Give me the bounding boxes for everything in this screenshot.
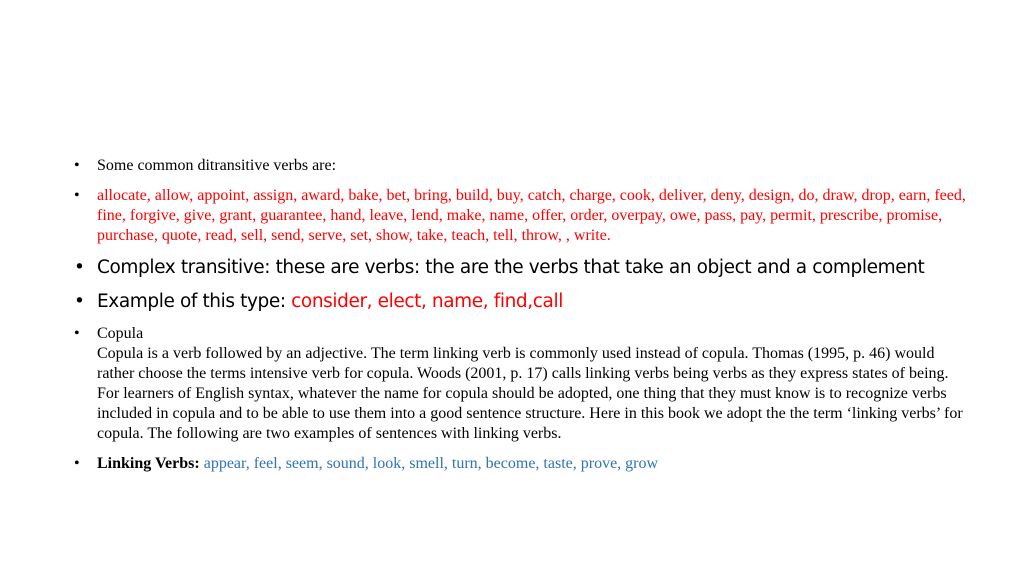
copula-heading: Copula xyxy=(97,325,144,342)
bullet-example xyxy=(72,290,972,314)
bullet-ditransitive-intro xyxy=(72,156,972,176)
bullet-dot: • xyxy=(74,157,80,174)
bullet-dot: • xyxy=(74,455,80,472)
bullet-list xyxy=(72,156,972,474)
example-label: Example of this type: xyxy=(97,291,292,312)
linking-verbs-list: appear, feel, seem, sound, look, smell, turn, become, taste, prove, grow xyxy=(199,455,659,472)
bullet-complex-transitive xyxy=(72,256,972,280)
complex-transitive-text: Complex transitive: these are verbs: the are the verbs that take an object and a complement xyxy=(97,257,925,278)
bullet-dot: • xyxy=(74,257,85,278)
copula-body: Copula is a verb followed by an adjective. The term linking verb is commonly used instead of copula. Thomas (1995, p. 46) would rather choose the terms intensive verb for copula. Woods (2001, p. 17) calls linking verbs being verbs as they express states of being. For learners of English syntax, whatever the name for copula should be adopted, one thing that they must know is to recognize verbs included in copula and to be able to use them into a good sentence structure. Here in this book we adopt the the term ‘linking verbs’ for copula. The following are two examples of sentences with linking verbs. xyxy=(97,345,963,442)
bullet-ditransitive-list xyxy=(72,186,972,246)
bullet-linking-verbs xyxy=(72,454,972,474)
example-verbs: consider, elect, name, find,call xyxy=(291,291,563,312)
bullet-dot: • xyxy=(74,325,80,342)
bullet-dot: • xyxy=(74,291,85,312)
linking-verbs-label: Linking Verbs: xyxy=(97,455,200,472)
ditransitive-verbs-list: allocate, allow, appoint, assign, award, bake, bet, bring, build, buy, catch, charge, cook, deliver, deny, design, do, draw, drop, earn, feed, fine, forgive, give, grant, guarantee, hand, leave, lend, make, name, offer, order, overpay, owe, pass, pay, permit, prescribe, promise, purchase, quote, read, sell, send, serve, set, show, take, teach, tell, throw, , write. xyxy=(97,187,966,244)
bullet-dot: • xyxy=(74,187,80,204)
bullet-copula xyxy=(72,324,972,444)
ditransitive-intro-text: Some common ditransitive verbs are: xyxy=(97,157,337,174)
